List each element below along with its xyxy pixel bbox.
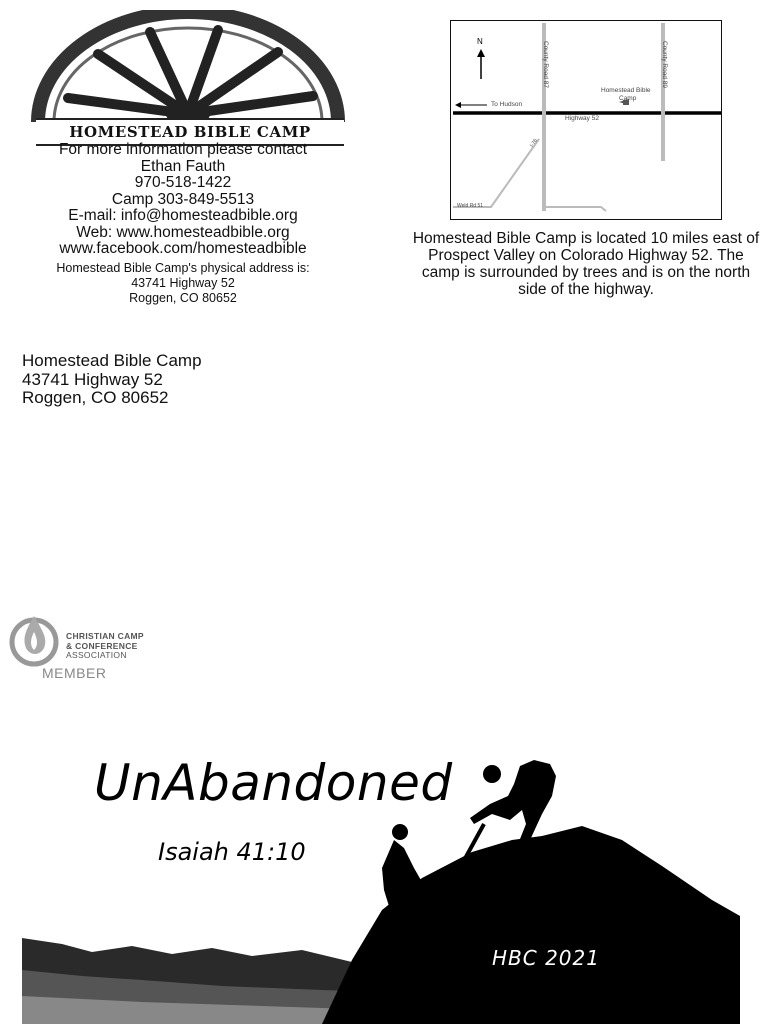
address-note: Homestead Bible Camp's physical address is: [56,260,310,275]
map-road-89-label: County Road 89 [661,41,668,88]
mailing-line-2: 43741 Highway 52 [22,369,163,389]
address-line-1: 43741 Highway 52 [131,275,235,290]
contact-info [18,142,348,306]
map-diag-road-label: I-76 [529,137,539,149]
logo-banner-text: HOMESTEAD BIBLE CAMP [36,118,344,146]
ccca-line-3: ASSOCIATION [66,650,127,660]
side-road [544,207,606,211]
map-camp-label-1: Homestead Bible [601,87,651,94]
camp-logo [28,10,348,142]
map-highway-label: Highway 52 [565,115,599,122]
wagon-wheel-icon [28,10,348,122]
ccca-org-name [66,632,144,661]
map-small-road-label: Weld Rd 51 [457,203,484,209]
map-to-hudson-label: To Hudson [491,101,523,108]
cover-graphic [22,740,740,1024]
contact-name: Ethan Fauth [140,157,226,175]
contact-intro: For more information please contact [58,141,308,158]
mailing-address [22,352,202,408]
cover-title: UnAbandoned [94,754,453,812]
location-description: Homestead Bible Camp is located 10 miles east of Prospect Valley on Colorado Highway 52. The camp is surrounded by trees and is on the north side of the highway. [412,230,760,298]
ccca-line-1: CHRISTIAN CAMP [66,631,144,641]
mailing-line-3: Roggen, CO 80652 [22,388,169,407]
contact-web: Web: www.homesteadbible.org [76,223,290,241]
contact-phone: 970-518-1422 [134,174,232,191]
ccca-line-2: & CONFERENCE [66,640,138,651]
map-camp-label-2: Camp [619,95,637,102]
mailing-line-1: Homestead Bible Camp [22,351,202,370]
ccca-member-logo [8,610,168,684]
cover-year: HBC 2021 [492,946,600,970]
flame-drop-icon [8,610,68,670]
contact-email: E-mail: info@homesteadbible.org [68,207,298,224]
address-line-2: Roggen, CO 80652 [129,290,237,305]
map-north-label: N [477,37,483,46]
location-map [450,20,722,220]
contact-facebook: www.facebook.com/homesteadbible [59,240,307,257]
map-road-87-label: County Road 87 [542,41,549,88]
camp-phone: Camp 303-849-5513 [111,190,255,208]
ccca-member-label: MEMBER [42,665,107,681]
diagonal-road [453,139,539,207]
cover-verse: Isaiah 41:10 [158,838,306,866]
